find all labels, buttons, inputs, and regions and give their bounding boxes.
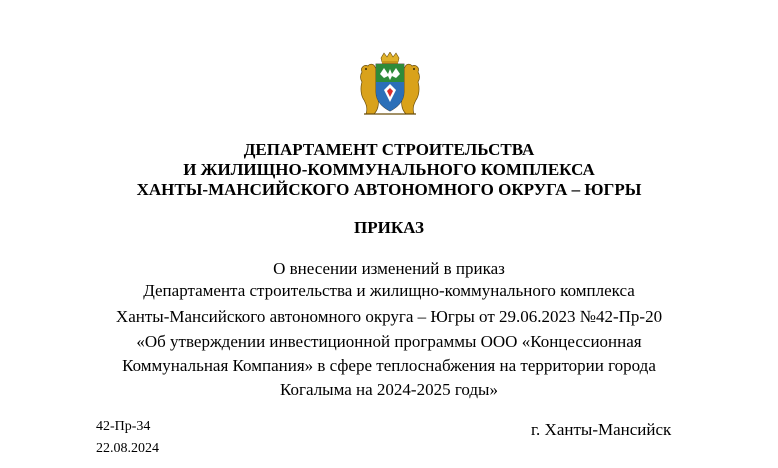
subject-line-4: «Об утверждении инвестиционной программы ООО «Концессионная	[136, 332, 642, 351]
subject-line-5: Коммунальная Компания» в сфере теплоснабжения на территории города	[122, 356, 656, 375]
subject-line-3: Ханты-Мансийского автономного округа – Югры от 29.06.2023 №42-Пр-20	[115, 307, 663, 326]
subject-line-6: Когалыма на 2024-2025 годы»	[280, 380, 498, 399]
document-date: 22.08.2024	[96, 441, 159, 456]
document-number: 42-Пр-34	[96, 419, 151, 434]
department-name-line-2: И ЖИЛИЩНО-КОММУНАЛЬНОГО КОМПЛЕКСА	[183, 160, 595, 179]
department-name-line-3: ХАНТЫ-МАНСИЙСКОГО АВТОНОМНОГО ОКРУГА – ЮГРЫ	[136, 180, 642, 199]
document-type: ПРИКАЗ	[354, 218, 424, 237]
department-name-line-1: ДЕПАРТАМЕНТ СТРОИТЕЛЬСТВА	[243, 140, 535, 159]
document-city: г. Ханты-Мансийск	[531, 420, 672, 439]
coat-of-arms-icon	[356, 52, 424, 118]
subject-line-2: Департамента строительства и жилищно-коммунального комплекса	[143, 281, 635, 300]
subject-line-1: О внесении изменений в приказ	[273, 259, 505, 278]
